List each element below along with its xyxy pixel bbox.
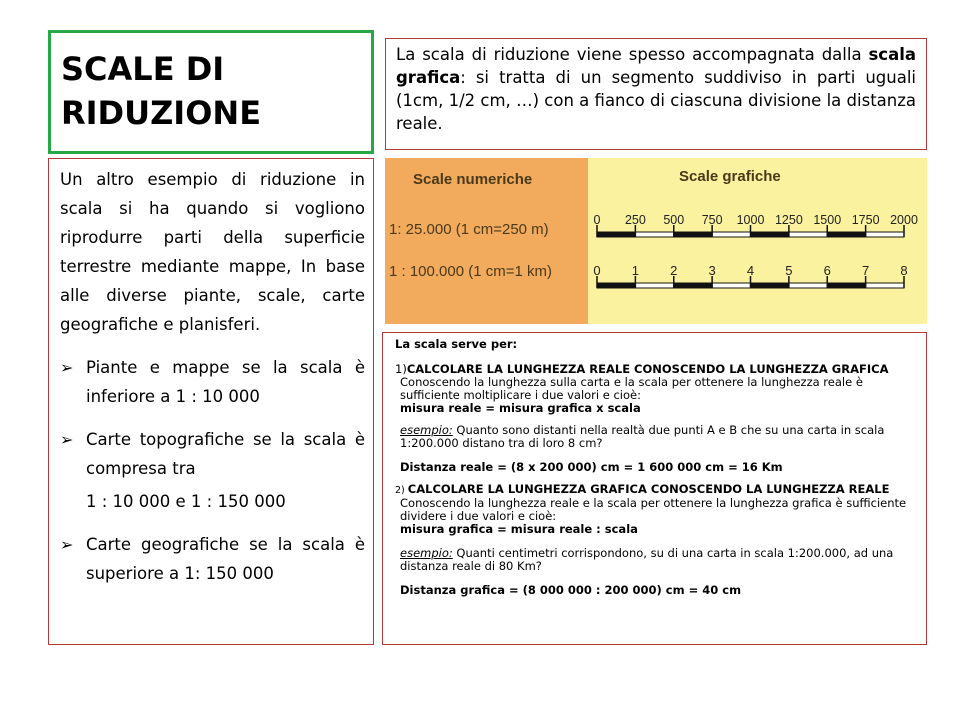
bullet-item bbox=[60, 425, 365, 516]
section-1-title-text: CALCOLARE LA LUNGHEZZA REALE CONOSCENDO LA LUNGHEZZA GRAFICA bbox=[406, 362, 889, 376]
section-2-description: Conoscendo la lunghezza reale e la scala per ottenere la lunghezza grafica è sufficiente dividere i due valori e cioè: bbox=[400, 496, 907, 523]
scale-segment bbox=[789, 232, 827, 237]
section-2-formula: misura grafica = misura reale : scala bbox=[400, 522, 638, 536]
section-2-title-text: CALCOLARE LA LUNGHEZZA GRAFICA CONOSCENDO LA LUNGHEZZA REALE bbox=[407, 482, 890, 496]
scale-tick-label: 8 bbox=[900, 263, 908, 278]
scale-tick-label: 500 bbox=[663, 213, 685, 227]
scale-tick-label: 1 bbox=[631, 263, 639, 278]
bullet-text bbox=[86, 425, 365, 516]
section-1-example-label: esempio: bbox=[400, 423, 453, 437]
arrow-bullet-icon: ➢ bbox=[60, 358, 74, 377]
numeric-scales-title: Scale numeriche bbox=[413, 171, 533, 188]
scale-segment bbox=[866, 283, 904, 288]
graphic-scale-row-1 bbox=[594, 213, 918, 237]
bullet-item bbox=[60, 530, 365, 588]
scale-tick-label: 1500 bbox=[813, 213, 842, 227]
section-2-example bbox=[395, 547, 914, 573]
scale-tick-label: 750 bbox=[701, 213, 723, 227]
scale-segment bbox=[674, 283, 712, 288]
section-2-number: 2) bbox=[395, 485, 408, 496]
scale-tick-label: 3 bbox=[708, 263, 716, 278]
arrow-bullet-icon: ➢ bbox=[60, 535, 74, 554]
left-text-box bbox=[48, 158, 374, 645]
graphic-scale-intro-box bbox=[385, 38, 927, 150]
section-2-title bbox=[395, 483, 914, 497]
scale-segment bbox=[712, 283, 750, 288]
section-1-example-text: Quanto sono distanti nella realtà due punti A e B che su una carta in scala 1:200.000 distano tra di loro 8 cm? bbox=[400, 423, 885, 450]
section-2-example-text: Quanti centimetri corrispondono, su di una carta in scala 1:200.000, ad una distanza reale di 80 Km? bbox=[400, 546, 894, 573]
intro-paragraph: Un altro esempio di riduzione in scala si ha quando si vogliono riprodurre parti della superficie terrestre mediante mappe, In base alle diverse piante, scale, carte geografiche e planisferi. bbox=[60, 170, 365, 334]
numeric-scale-row-2: 1 : 100.000 (1 cm=1 km) bbox=[389, 263, 552, 280]
usage-heading: La scala serve per: bbox=[395, 337, 518, 351]
scale-tick-label: 0 bbox=[593, 213, 601, 227]
bullet-text-main: Carte topografiche se la scala è compresa tra bbox=[86, 430, 365, 478]
bullet-text: Carte geografiche se la scala è superiore a 1: 150 000 bbox=[86, 535, 365, 583]
scale-illustration bbox=[385, 158, 927, 324]
section-1-number: 1) bbox=[395, 362, 407, 376]
scale-segment bbox=[674, 232, 712, 237]
scale-tick-label: 1750 bbox=[851, 213, 880, 227]
scale-tick-label: 0 bbox=[593, 263, 601, 278]
scale-segment bbox=[635, 232, 673, 237]
scale-segment bbox=[866, 232, 904, 237]
scale-segment bbox=[635, 283, 673, 288]
section-1-example bbox=[395, 424, 914, 450]
usage-explanation-box bbox=[382, 332, 927, 645]
intro-text-before: La scala di riduzione viene spesso accompagnata dalla bbox=[396, 45, 869, 64]
scale-segment bbox=[827, 283, 865, 288]
scale-segment bbox=[789, 283, 827, 288]
scale-tick-label: 5 bbox=[785, 263, 793, 278]
section-2-example-label: esempio: bbox=[400, 546, 453, 560]
scale-segment bbox=[597, 232, 635, 237]
graphic-scales-title: Scale grafiche bbox=[679, 168, 781, 185]
scale-segment bbox=[597, 283, 635, 288]
bullet-item bbox=[60, 353, 365, 411]
scale-tick-label: 7 bbox=[862, 263, 870, 278]
scale-tick-label: 6 bbox=[823, 263, 831, 278]
scale-tick-label: 1000 bbox=[736, 213, 765, 227]
scale-tick-label: 2000 bbox=[890, 213, 918, 227]
section-1-formula: misura reale = misura grafica x scala bbox=[400, 401, 641, 415]
intro-text-after: : si tratta di un segmento suddiviso in parti uguali (1cm, 1/2 cm, …) con a fianco di ciascuna divisione la distanza reale. bbox=[396, 68, 916, 133]
scale-segment bbox=[827, 232, 865, 237]
scale-tick-label: 4 bbox=[746, 263, 755, 278]
section-1-description: Conoscendo la lunghezza sulla carta e la scala per ottenere la lunghezza reale è sufficiente moltiplicare i due valori e cioè: bbox=[400, 375, 863, 402]
bullet-text: Piante e mappe se la scala è inferiore a 1 : 10 000 bbox=[86, 358, 365, 406]
numeric-scale-row-1: 1: 25.000 (1 cm=250 m) bbox=[389, 221, 549, 238]
title-box bbox=[48, 30, 374, 154]
scale-segment bbox=[751, 283, 789, 288]
arrow-bullet-icon: ➢ bbox=[60, 430, 74, 449]
page-title bbox=[61, 47, 361, 135]
graphic-scale-row-2 bbox=[593, 263, 907, 288]
scale-tick-label: 1250 bbox=[774, 213, 803, 227]
section-2-result: Distanza grafica = (8 000 000 : 200 000) cm = 40 cm bbox=[400, 583, 742, 597]
title-line-2: RIDUZIONE bbox=[61, 94, 262, 132]
scale-tick-label: 2 bbox=[670, 263, 678, 278]
bullet-text-extra: 1 : 10 000 e 1 : 150 000 bbox=[86, 492, 286, 511]
scale-tick-label: 250 bbox=[624, 213, 646, 227]
title-line-1: SCALE DI bbox=[61, 50, 225, 88]
section-1-result: Distanza reale = (8 x 200 000) cm = 1 600 000 cm = 16 Km bbox=[400, 460, 783, 474]
scale-segment bbox=[712, 232, 750, 237]
intro-text-bold: scala grafica bbox=[396, 45, 916, 87]
scale-drawing bbox=[385, 158, 927, 324]
scale-segment bbox=[751, 232, 789, 237]
